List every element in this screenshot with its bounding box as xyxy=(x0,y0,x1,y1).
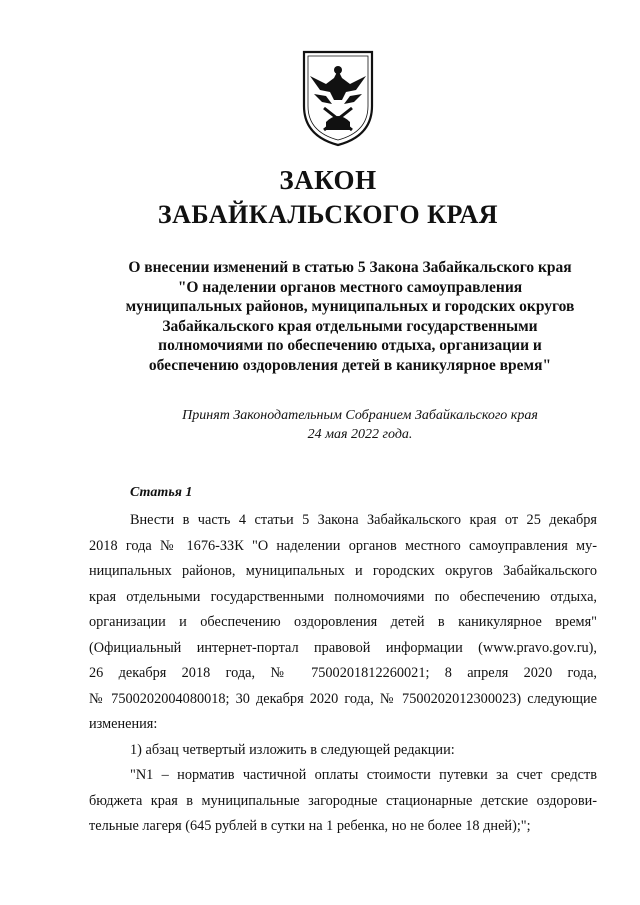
subtitle-line: "О наделении органов местного самоуправления xyxy=(177,278,523,296)
subtitle-line: муниципальных районов, муниципальных и городских округов xyxy=(125,298,575,315)
adoption-body: Принят Законодательным Собранием Забайкальского края xyxy=(182,408,538,423)
coat-of-arms-emblem xyxy=(296,48,380,148)
quote-line: бюджета края в муниципальные загородные стационарные детские оздорови- xyxy=(89,792,597,809)
law-title: ЗАКОН xyxy=(279,165,377,195)
paragraph-line: края отдельными государственными полномочиями по обеспечению отдыха, xyxy=(89,588,597,605)
subtitle-line: Забайкальского края отдельными государственными xyxy=(162,317,538,335)
paragraph-line: (Официальный интернет-портал правовой информации (www.pravo.gov.ru), xyxy=(89,639,597,656)
paragraph-line: 26 декабря 2018 года, № 7500201812260021; 8 апреля 2020 года, xyxy=(89,665,597,681)
adoption-note xyxy=(140,406,580,444)
paragraph-line: 2018 года № 1676-ЗЗК "О наделении органов местного самоуправления му- xyxy=(89,537,597,554)
quote-line: "N1 – норматив частичной оплаты стоимости путевки за счет средств xyxy=(130,767,597,783)
law-subtitle xyxy=(60,258,640,375)
adoption-date: 24 мая 2022 года. xyxy=(307,427,413,442)
subtitle-line: полномочиями по обеспечению отдыха, организации и xyxy=(158,337,542,354)
subtitle-line: обеспечению оздоровления детей в каникулярное время" xyxy=(148,356,552,374)
paragraph-line: Внести в часть 4 статьи 5 Закона Забайкальского края от 25 декабря xyxy=(130,512,597,528)
paragraph-line: № 7500202004080018; 30 декабря 2020 года, № 7500202012300023) следующие xyxy=(89,690,597,707)
law-region-title: ЗАБАЙКАЛЬСКОГО КРАЯ xyxy=(157,200,499,229)
article-heading: Статья 1 xyxy=(130,485,193,500)
subtitle-line: О внесении изменений в статью 5 Закона Забайкальского края xyxy=(128,259,572,276)
paragraph-line: изменения: xyxy=(89,716,158,732)
paragraph-line: ниципальных районов, муниципальных и городских округов Забайкальского xyxy=(89,563,597,579)
quote-line: тельные лагеря (645 рублей в сутки на 1 ребенка, но не более 18 дней);"; xyxy=(89,818,531,834)
article-body xyxy=(89,508,597,840)
paragraph-line: организации и обеспечению оздоровления детей в каникулярное время" xyxy=(89,614,597,630)
list-item: 1) абзац четвертый изложить в следующей редакции: xyxy=(130,741,455,758)
